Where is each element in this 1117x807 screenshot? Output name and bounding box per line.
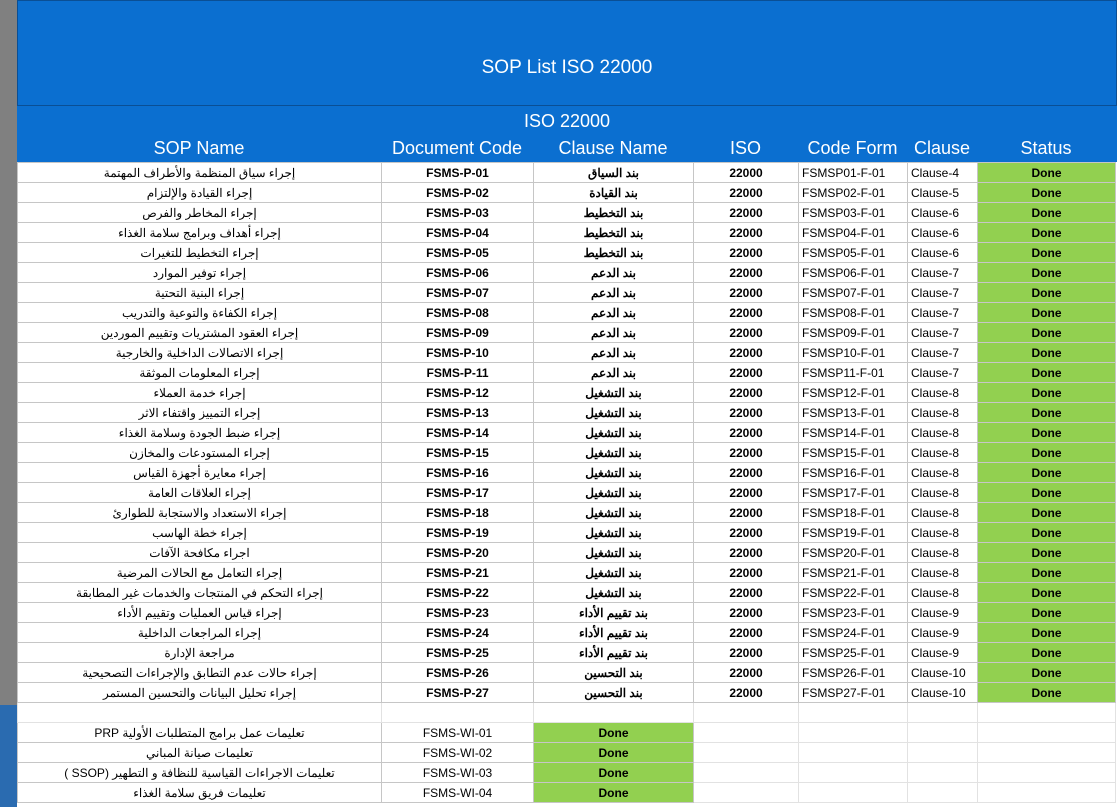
document-code-cell[interactable]: FSMS-P-18 (382, 503, 534, 523)
clause-name-cell[interactable]: بند التحسين (534, 663, 694, 683)
work-instruction-row (18, 783, 1116, 803)
empty-row (18, 703, 1116, 723)
document-code-cell[interactable]: FSMS-P-15 (382, 443, 534, 463)
code-form-cell[interactable]: FSMSP05-F-01 (799, 243, 908, 263)
work-instruction-row (18, 723, 1116, 743)
iso-cell[interactable]: 22000 (694, 223, 799, 243)
code-form-cell[interactable]: FSMSP15-F-01 (799, 443, 908, 463)
wi-status-cell[interactable]: Done (534, 783, 694, 803)
status-cell[interactable]: Done (978, 303, 1116, 323)
clause-name-cell[interactable]: بند التشغيل (534, 583, 694, 603)
clause-cell[interactable]: Clause-8 (908, 403, 978, 423)
clause-cell[interactable]: Clause-7 (908, 303, 978, 323)
clause-cell[interactable]: Clause-6 (908, 243, 978, 263)
table-row (18, 243, 1116, 263)
sop-name-cell[interactable]: إجراء التعامل مع الحالات المرضية (18, 563, 382, 583)
document-code-cell[interactable]: FSMS-P-04 (382, 223, 534, 243)
work-instruction-row (18, 763, 1116, 783)
sop-name-cell[interactable]: إجراء الكفاءة والتوعية والتدريب (18, 303, 382, 323)
clause-cell[interactable]: Clause-8 (908, 583, 978, 603)
table-row (18, 303, 1116, 323)
document-code-cell[interactable]: FSMS-P-22 (382, 583, 534, 603)
iso-cell[interactable]: 22000 (694, 363, 799, 383)
empty-cell[interactable] (694, 783, 799, 803)
status-cell[interactable]: Done (978, 223, 1116, 243)
table-row (18, 683, 1116, 703)
sheet-title: SOP List ISO 22000 (481, 57, 653, 78)
table-row (18, 563, 1116, 583)
iso-cell[interactable]: 22000 (694, 343, 799, 363)
iso-cell[interactable]: 22000 (694, 303, 799, 323)
clause-cell[interactable]: Clause-5 (908, 183, 978, 203)
document-code-cell[interactable]: FSMS-P-03 (382, 203, 534, 223)
sop-name-cell[interactable]: إجراء العقود المشتريات وتقييم الموردين (18, 323, 382, 343)
sop-name-cell[interactable]: إجراء البنية التحتية (18, 283, 382, 303)
wi-code-cell[interactable]: FSMS-WI-04 (382, 783, 534, 803)
document-code-cell[interactable]: FSMS-P-09 (382, 323, 534, 343)
status-cell[interactable]: Done (978, 163, 1116, 183)
status-cell[interactable]: Done (978, 323, 1116, 343)
clause-name-cell[interactable]: بند التشغيل (534, 563, 694, 583)
clause-name-cell[interactable]: بند الدعم (534, 363, 694, 383)
clause-cell[interactable]: Clause-7 (908, 363, 978, 383)
table-row (18, 543, 1116, 563)
status-cell[interactable]: Done (978, 563, 1116, 583)
wi-status-cell[interactable]: Done (534, 723, 694, 743)
code-form-cell[interactable]: FSMSP09-F-01 (799, 323, 908, 343)
header-sop-name: SOP Name (153, 138, 245, 158)
iso-cell[interactable]: 22000 (694, 243, 799, 263)
wi-code-cell[interactable]: FSMS-WI-01 (382, 723, 534, 743)
wi-name-cell[interactable]: تعليمات صيانة المباني (18, 743, 382, 763)
code-form-cell[interactable]: FSMSP12-F-01 (799, 383, 908, 403)
code-form-cell[interactable]: FSMSP06-F-01 (799, 263, 908, 283)
empty-cell[interactable] (908, 763, 978, 783)
clause-cell[interactable]: Clause-8 (908, 463, 978, 483)
sop-name-cell[interactable]: إجراء توفير الموارد (18, 263, 382, 283)
code-form-cell[interactable]: FSMSP13-F-01 (799, 403, 908, 423)
empty-cell[interactable] (978, 783, 1116, 803)
clause-cell[interactable]: Clause-9 (908, 643, 978, 663)
sop-name-cell[interactable]: إجراء التخطيط للتغيرات (18, 243, 382, 263)
clause-cell[interactable]: Clause-8 (908, 563, 978, 583)
clause-name-cell[interactable]: بند التشغيل (534, 443, 694, 463)
sop-name-cell[interactable]: إجراء التحكم في المنتجات والخدمات غير المطابقة (18, 583, 382, 603)
iso-cell[interactable]: 22000 (694, 463, 799, 483)
row-header-selection (0, 705, 17, 807)
table-row (18, 443, 1116, 463)
document-code-cell[interactable]: FSMS-P-01 (382, 163, 534, 183)
iso-subtitle: ISO 22000 (523, 111, 611, 131)
iso-cell[interactable]: 22000 (694, 383, 799, 403)
clause-name-cell[interactable]: بند تقييم الأداء (534, 623, 694, 643)
iso-cell[interactable]: 22000 (694, 663, 799, 683)
empty-cell[interactable] (978, 743, 1116, 763)
clause-cell[interactable]: Clause-7 (908, 283, 978, 303)
clause-cell[interactable]: Clause-8 (908, 543, 978, 563)
table-row (18, 383, 1116, 403)
code-form-cell[interactable]: FSMSP22-F-01 (799, 583, 908, 603)
sop-name-cell[interactable]: إجراء القيادة والإلتزام (18, 183, 382, 203)
clause-name-cell[interactable]: بند التشغيل (534, 403, 694, 423)
document-code-cell[interactable]: FSMS-P-13 (382, 403, 534, 423)
code-form-cell[interactable]: FSMSP21-F-01 (799, 563, 908, 583)
title-banner (17, 0, 1117, 106)
header-code-form: Code Form (807, 138, 898, 158)
clause-name-cell[interactable]: بند التحسين (534, 683, 694, 703)
table-row (18, 523, 1116, 543)
table-row (18, 183, 1116, 203)
status-cell[interactable]: Done (978, 643, 1116, 663)
document-code-cell[interactable]: FSMS-P-12 (382, 383, 534, 403)
clause-cell[interactable]: Clause-8 (908, 523, 978, 543)
clause-name-cell[interactable]: بند تقييم الأداء (534, 643, 694, 663)
code-form-cell[interactable]: FSMSP26-F-01 (799, 663, 908, 683)
document-code-cell[interactable]: FSMS-P-07 (382, 283, 534, 303)
wi-name-cell[interactable]: تعليمات فريق سلامة الغذاء (18, 783, 382, 803)
document-code-cell[interactable]: FSMS-P-26 (382, 663, 534, 683)
clause-name-cell[interactable]: بند الدعم (534, 283, 694, 303)
document-code-cell[interactable]: FSMS-P-05 (382, 243, 534, 263)
table-row (18, 363, 1116, 383)
sop-name-cell[interactable]: إجراء معايرة أجهزة القياس (18, 463, 382, 483)
status-cell[interactable]: Done (978, 283, 1116, 303)
document-code-cell[interactable]: FSMS-P-06 (382, 263, 534, 283)
status-cell[interactable]: Done (978, 623, 1116, 643)
table-row (18, 663, 1116, 683)
table-row (18, 623, 1116, 643)
wi-status-cell[interactable]: Done (534, 743, 694, 763)
document-code-cell[interactable]: FSMS-P-08 (382, 303, 534, 323)
status-cell[interactable]: Done (978, 523, 1116, 543)
table-row (18, 343, 1116, 363)
table-row (18, 283, 1116, 303)
status-cell[interactable]: Done (978, 403, 1116, 423)
code-form-cell[interactable]: FSMSP24-F-01 (799, 623, 908, 643)
sop-name-cell[interactable]: إجراء العلاقات العامة (18, 483, 382, 503)
status-cell[interactable]: Done (978, 603, 1116, 623)
document-code-cell[interactable]: FSMS-P-14 (382, 423, 534, 443)
wi-name-cell[interactable]: تعليمات الاجراءات القياسية للنظافة و التطهير (SSOP ) (18, 763, 382, 783)
code-form-cell[interactable]: FSMSP11-F-01 (799, 363, 908, 383)
code-form-cell[interactable]: FSMSP16-F-01 (799, 463, 908, 483)
wi-name-cell[interactable]: تعليمات عمل برامج المتطلبات الأولية PRP (18, 723, 382, 743)
status-cell[interactable]: Done (978, 483, 1116, 503)
table-row (18, 463, 1116, 483)
empty-cell[interactable] (694, 723, 799, 743)
iso-cell[interactable]: 22000 (694, 623, 799, 643)
sop-name-cell[interactable]: إجراء المخاطر والفرص (18, 203, 382, 223)
header-iso: ISO (729, 138, 761, 158)
status-cell[interactable]: Done (978, 343, 1116, 363)
code-form-cell[interactable]: FSMSP08-F-01 (799, 303, 908, 323)
document-code-cell[interactable]: FSMS-P-11 (382, 363, 534, 383)
table-row (18, 163, 1116, 183)
code-form-cell[interactable]: FSMSP23-F-01 (799, 603, 908, 623)
sop-name-cell[interactable]: إجراء حالات عدم التطابق والإجراءات التصحيحية (18, 663, 382, 683)
iso-cell[interactable]: 22000 (694, 263, 799, 283)
clause-name-cell[interactable]: بند تقييم الأداء (534, 603, 694, 623)
document-code-cell[interactable]: FSMS-P-24 (382, 623, 534, 643)
empty-cell[interactable] (799, 763, 908, 783)
iso-cell[interactable]: 22000 (694, 203, 799, 223)
iso-cell[interactable]: 22000 (694, 503, 799, 523)
clause-cell[interactable]: Clause-8 (908, 423, 978, 443)
status-cell[interactable]: Done (978, 263, 1116, 283)
sop-name-cell[interactable]: إجراء المعلومات الموثقة (18, 363, 382, 383)
sop-name-cell[interactable]: إجراء تحليل البيانات والتحسين المستمر (18, 683, 382, 703)
iso-cell[interactable]: 22000 (694, 543, 799, 563)
clause-name-cell[interactable]: بند الدعم (534, 263, 694, 283)
document-code-cell[interactable]: FSMS-P-27 (382, 683, 534, 703)
iso-cell[interactable]: 22000 (694, 603, 799, 623)
wi-status-cell[interactable]: Done (534, 763, 694, 783)
iso-cell[interactable]: 22000 (694, 563, 799, 583)
document-code-cell[interactable]: FSMS-P-16 (382, 463, 534, 483)
empty-cell[interactable] (908, 743, 978, 763)
clause-cell[interactable]: Clause-7 (908, 263, 978, 283)
clause-name-cell[interactable]: بند الدعم (534, 303, 694, 323)
clause-cell[interactable]: Clause-6 (908, 203, 978, 223)
iso-cell[interactable]: 22000 (694, 183, 799, 203)
document-code-cell[interactable]: FSMS-P-23 (382, 603, 534, 623)
code-form-cell[interactable]: FSMSP17-F-01 (799, 483, 908, 503)
status-cell[interactable]: Done (978, 243, 1116, 263)
sop-name-cell[interactable]: إجراء المستودعات والمخازن (18, 443, 382, 463)
clause-name-cell[interactable]: بند التشغيل (534, 523, 694, 543)
empty-cell[interactable] (799, 723, 908, 743)
status-cell[interactable]: Done (978, 423, 1116, 443)
table-row (18, 603, 1116, 623)
clause-name-cell[interactable]: بند التشغيل (534, 503, 694, 523)
document-code-cell[interactable]: FSMS-P-02 (382, 183, 534, 203)
empty-cell[interactable] (978, 723, 1116, 743)
clause-cell[interactable]: Clause-8 (908, 443, 978, 463)
code-form-cell[interactable]: FSMSP19-F-01 (799, 523, 908, 543)
code-form-cell[interactable]: FSMSP18-F-01 (799, 503, 908, 523)
empty-cell[interactable] (908, 723, 978, 743)
iso-cell[interactable]: 22000 (694, 403, 799, 423)
clause-name-cell[interactable]: بند الدعم (534, 343, 694, 363)
document-code-cell[interactable]: FSMS-P-20 (382, 543, 534, 563)
header-document-code: Document Code (391, 138, 523, 158)
iso-cell[interactable]: 22000 (694, 323, 799, 343)
empty-cell[interactable] (799, 743, 908, 763)
code-form-cell[interactable]: FSMSP25-F-01 (799, 643, 908, 663)
table-row (18, 583, 1116, 603)
empty-cell[interactable] (18, 703, 382, 723)
header-status: Status (1020, 138, 1072, 158)
iso-cell[interactable]: 22000 (694, 523, 799, 543)
sop-name-cell[interactable]: إجراء الاتصالات الداخلية والخارجية (18, 343, 382, 363)
sop-table (17, 162, 1116, 803)
iso-cell[interactable]: 22000 (694, 423, 799, 443)
clause-name-cell[interactable]: بند التشغيل (534, 543, 694, 563)
clause-cell[interactable]: Clause-10 (908, 663, 978, 683)
status-cell[interactable]: Done (978, 203, 1116, 223)
empty-cell[interactable] (978, 763, 1116, 783)
sop-name-cell[interactable]: إجراء سياق المنظمة والأطراف المهتمة (18, 163, 382, 183)
status-cell[interactable]: Done (978, 583, 1116, 603)
clause-cell[interactable]: Clause-10 (908, 683, 978, 703)
code-form-cell[interactable]: FSMSP01-F-01 (799, 163, 908, 183)
table-row (18, 483, 1116, 503)
status-cell[interactable]: Done (978, 663, 1116, 683)
table-row (18, 223, 1116, 243)
document-code-cell[interactable]: FSMS-P-19 (382, 523, 534, 543)
sop-name-cell[interactable]: إجراء قياس العمليات وتقييم الأداء (18, 603, 382, 623)
iso-cell[interactable]: 22000 (694, 443, 799, 463)
iso-cell[interactable]: 22000 (694, 683, 799, 703)
document-code-cell[interactable]: FSMS-P-25 (382, 643, 534, 663)
status-cell[interactable]: Done (978, 503, 1116, 523)
table-row (18, 403, 1116, 423)
clause-cell[interactable]: Clause-8 (908, 483, 978, 503)
wi-code-cell[interactable]: FSMS-WI-02 (382, 743, 534, 763)
clause-cell[interactable]: Clause-9 (908, 623, 978, 643)
sop-name-cell[interactable]: إجراء أهداف وبرامج سلامة الغذاء (18, 223, 382, 243)
empty-cell[interactable] (908, 783, 978, 803)
clause-name-cell[interactable]: بند التخطيط (534, 203, 694, 223)
empty-cell[interactable] (694, 703, 799, 723)
wi-code-cell[interactable]: FSMS-WI-03 (382, 763, 534, 783)
sop-name-cell[interactable]: مراجعة الإدارة (18, 643, 382, 663)
code-form-cell[interactable]: FSMSP27-F-01 (799, 683, 908, 703)
empty-cell[interactable] (382, 703, 534, 723)
clause-cell[interactable]: Clause-4 (908, 163, 978, 183)
sop-name-cell[interactable]: إجراء خطة الهاسب (18, 523, 382, 543)
document-code-cell[interactable]: FSMS-P-21 (382, 563, 534, 583)
sop-name-cell[interactable]: إجراء التمييز واقتفاء الاثر (18, 403, 382, 423)
clause-name-cell[interactable]: بند التخطيط (534, 243, 694, 263)
code-form-cell[interactable]: FSMSP10-F-01 (799, 343, 908, 363)
clause-cell[interactable]: Clause-7 (908, 343, 978, 363)
row-header-strip (0, 0, 17, 807)
code-form-cell[interactable]: FSMSP04-F-01 (799, 223, 908, 243)
clause-cell[interactable]: Clause-8 (908, 503, 978, 523)
clause-cell[interactable]: Clause-9 (908, 603, 978, 623)
sop-name-cell[interactable]: إجراء خدمة العملاء (18, 383, 382, 403)
code-form-cell[interactable]: FSMSP20-F-01 (799, 543, 908, 563)
sop-name-cell[interactable]: إجراء ضبط الجودة وسلامة الغذاء (18, 423, 382, 443)
column-header-band (17, 106, 1117, 162)
empty-cell[interactable] (694, 763, 799, 783)
code-form-cell[interactable]: FSMSP07-F-01 (799, 283, 908, 303)
code-form-cell[interactable]: FSMSP14-F-01 (799, 423, 908, 443)
empty-cell[interactable] (534, 703, 694, 723)
header-clause-name: Clause Name (558, 138, 668, 158)
iso-cell[interactable]: 22000 (694, 583, 799, 603)
table-row (18, 323, 1116, 343)
clause-name-cell[interactable]: بند التشغيل (534, 423, 694, 443)
table-row (18, 203, 1116, 223)
table-row (18, 423, 1116, 443)
sop-name-cell[interactable]: اجراء مكافحة الآفات (18, 543, 382, 563)
spreadsheet[interactable] (17, 0, 1117, 807)
iso-cell[interactable]: 22000 (694, 643, 799, 663)
clause-cell[interactable]: Clause-6 (908, 223, 978, 243)
clause-name-cell[interactable]: بند التشغيل (534, 463, 694, 483)
empty-cell[interactable] (908, 703, 978, 723)
status-cell[interactable]: Done (978, 183, 1116, 203)
clause-cell[interactable]: Clause-7 (908, 323, 978, 343)
empty-cell[interactable] (978, 703, 1116, 723)
clause-name-cell[interactable]: بند التخطيط (534, 223, 694, 243)
clause-name-cell[interactable]: بند القيادة (534, 183, 694, 203)
clause-cell[interactable]: Clause-8 (908, 383, 978, 403)
status-cell[interactable]: Done (978, 543, 1116, 563)
iso-cell[interactable]: 22000 (694, 283, 799, 303)
code-form-cell[interactable]: FSMSP02-F-01 (799, 183, 908, 203)
document-code-cell[interactable]: FSMS-P-10 (382, 343, 534, 363)
status-cell[interactable]: Done (978, 383, 1116, 403)
table-row (18, 643, 1116, 663)
header-clause: Clause (913, 138, 971, 158)
status-cell[interactable]: Done (978, 463, 1116, 483)
clause-name-cell[interactable]: بند السياق (534, 163, 694, 183)
table-row (18, 503, 1116, 523)
clause-name-cell[interactable]: بند الدعم (534, 323, 694, 343)
empty-cell[interactable] (694, 743, 799, 763)
document-code-cell[interactable]: FSMS-P-17 (382, 483, 534, 503)
sop-name-cell[interactable]: إجراء المراجعات الداخلية (18, 623, 382, 643)
clause-name-cell[interactable]: بند التشغيل (534, 383, 694, 403)
clause-name-cell[interactable]: بند التشغيل (534, 483, 694, 503)
status-cell[interactable]: Done (978, 683, 1116, 703)
empty-cell[interactable] (799, 703, 908, 723)
status-cell[interactable]: Done (978, 363, 1116, 383)
empty-cell[interactable] (799, 783, 908, 803)
table-row (18, 263, 1116, 283)
work-instruction-row (18, 743, 1116, 763)
status-cell[interactable]: Done (978, 443, 1116, 463)
code-form-cell[interactable]: FSMSP03-F-01 (799, 203, 908, 223)
iso-cell[interactable]: 22000 (694, 163, 799, 183)
iso-cell[interactable]: 22000 (694, 483, 799, 503)
sop-name-cell[interactable]: إجراء الاستعداد والاستجابة للطوارئ (18, 503, 382, 523)
